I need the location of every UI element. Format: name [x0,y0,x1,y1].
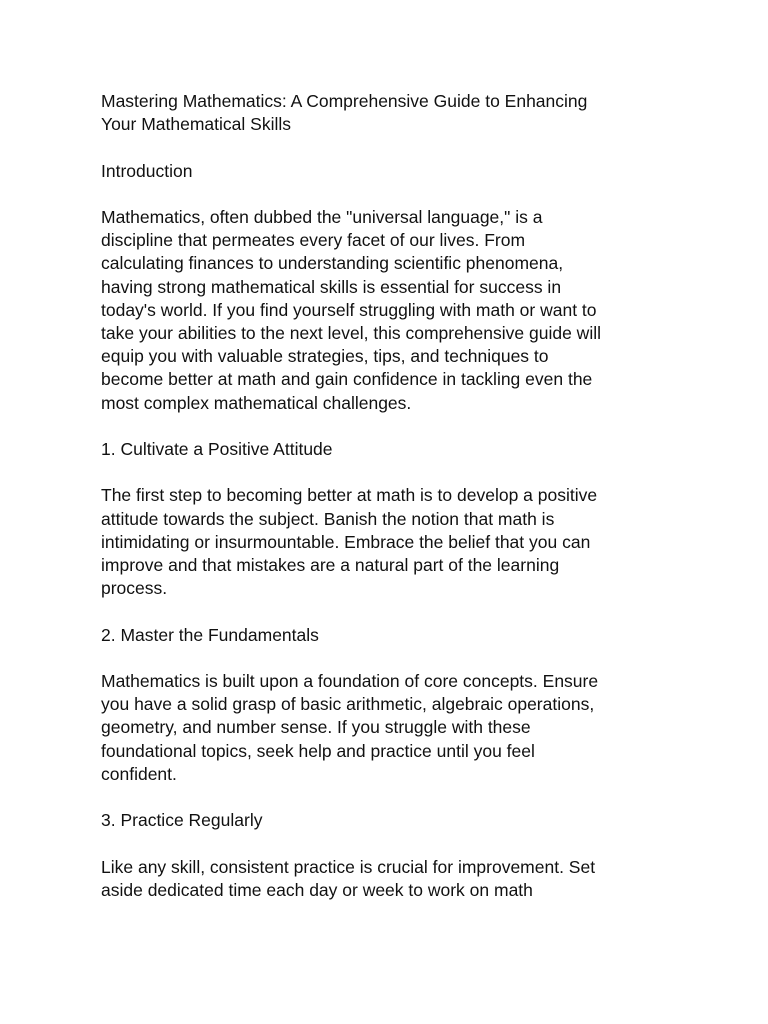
intro-paragraph: Mathematics, often dubbed the "universal language," is a discipline that permeates every facet of our lives. From calculating finances to understanding scientific phenomena, having strong mathematical skills is essential for success in today's world. If you find yourself struggling with math or want to take your abilities to the next level, this comprehensive guide will equip you with valuable strategies, tips, and techniques to become better at math and gain confidence in tackling even the most complex mathematical challenges. [101,206,601,413]
document-page [101,90,701,925]
section-heading-practice: 3. Practice Regularly [101,810,263,831]
intro-heading: Introduction [101,160,193,181]
section-heading-positive-attitude: 1. Cultivate a Positive Attitude [101,439,333,459]
section-body-practice: Like any skill, consistent practice is crucial for improvement. Set aside dedicated time each day or week to work on math [101,856,596,900]
section-body-positive-attitude: The first step to becoming better at math is to develop a positive attitude towards the subject. Banish the notion that math is intimidating or insurmountable. Embrace the belief that you can improve and that mistakes are a natural part of the learning process. [101,485,598,599]
document-title: Mastering Mathematics: A Comprehensive Guide to Enhancing Your Mathematical Skills [101,91,588,135]
section-body-fundamentals: Mathematics is built upon a foundation of core concepts. Ensure you have a solid grasp of basic arithmetic, algebraic operations, geometry, and number sense. If you struggle with these foundational topics, seek help and practice until you feel confident. [101,670,599,784]
section-heading-fundamentals: 2. Master the Fundamentals [101,624,319,645]
